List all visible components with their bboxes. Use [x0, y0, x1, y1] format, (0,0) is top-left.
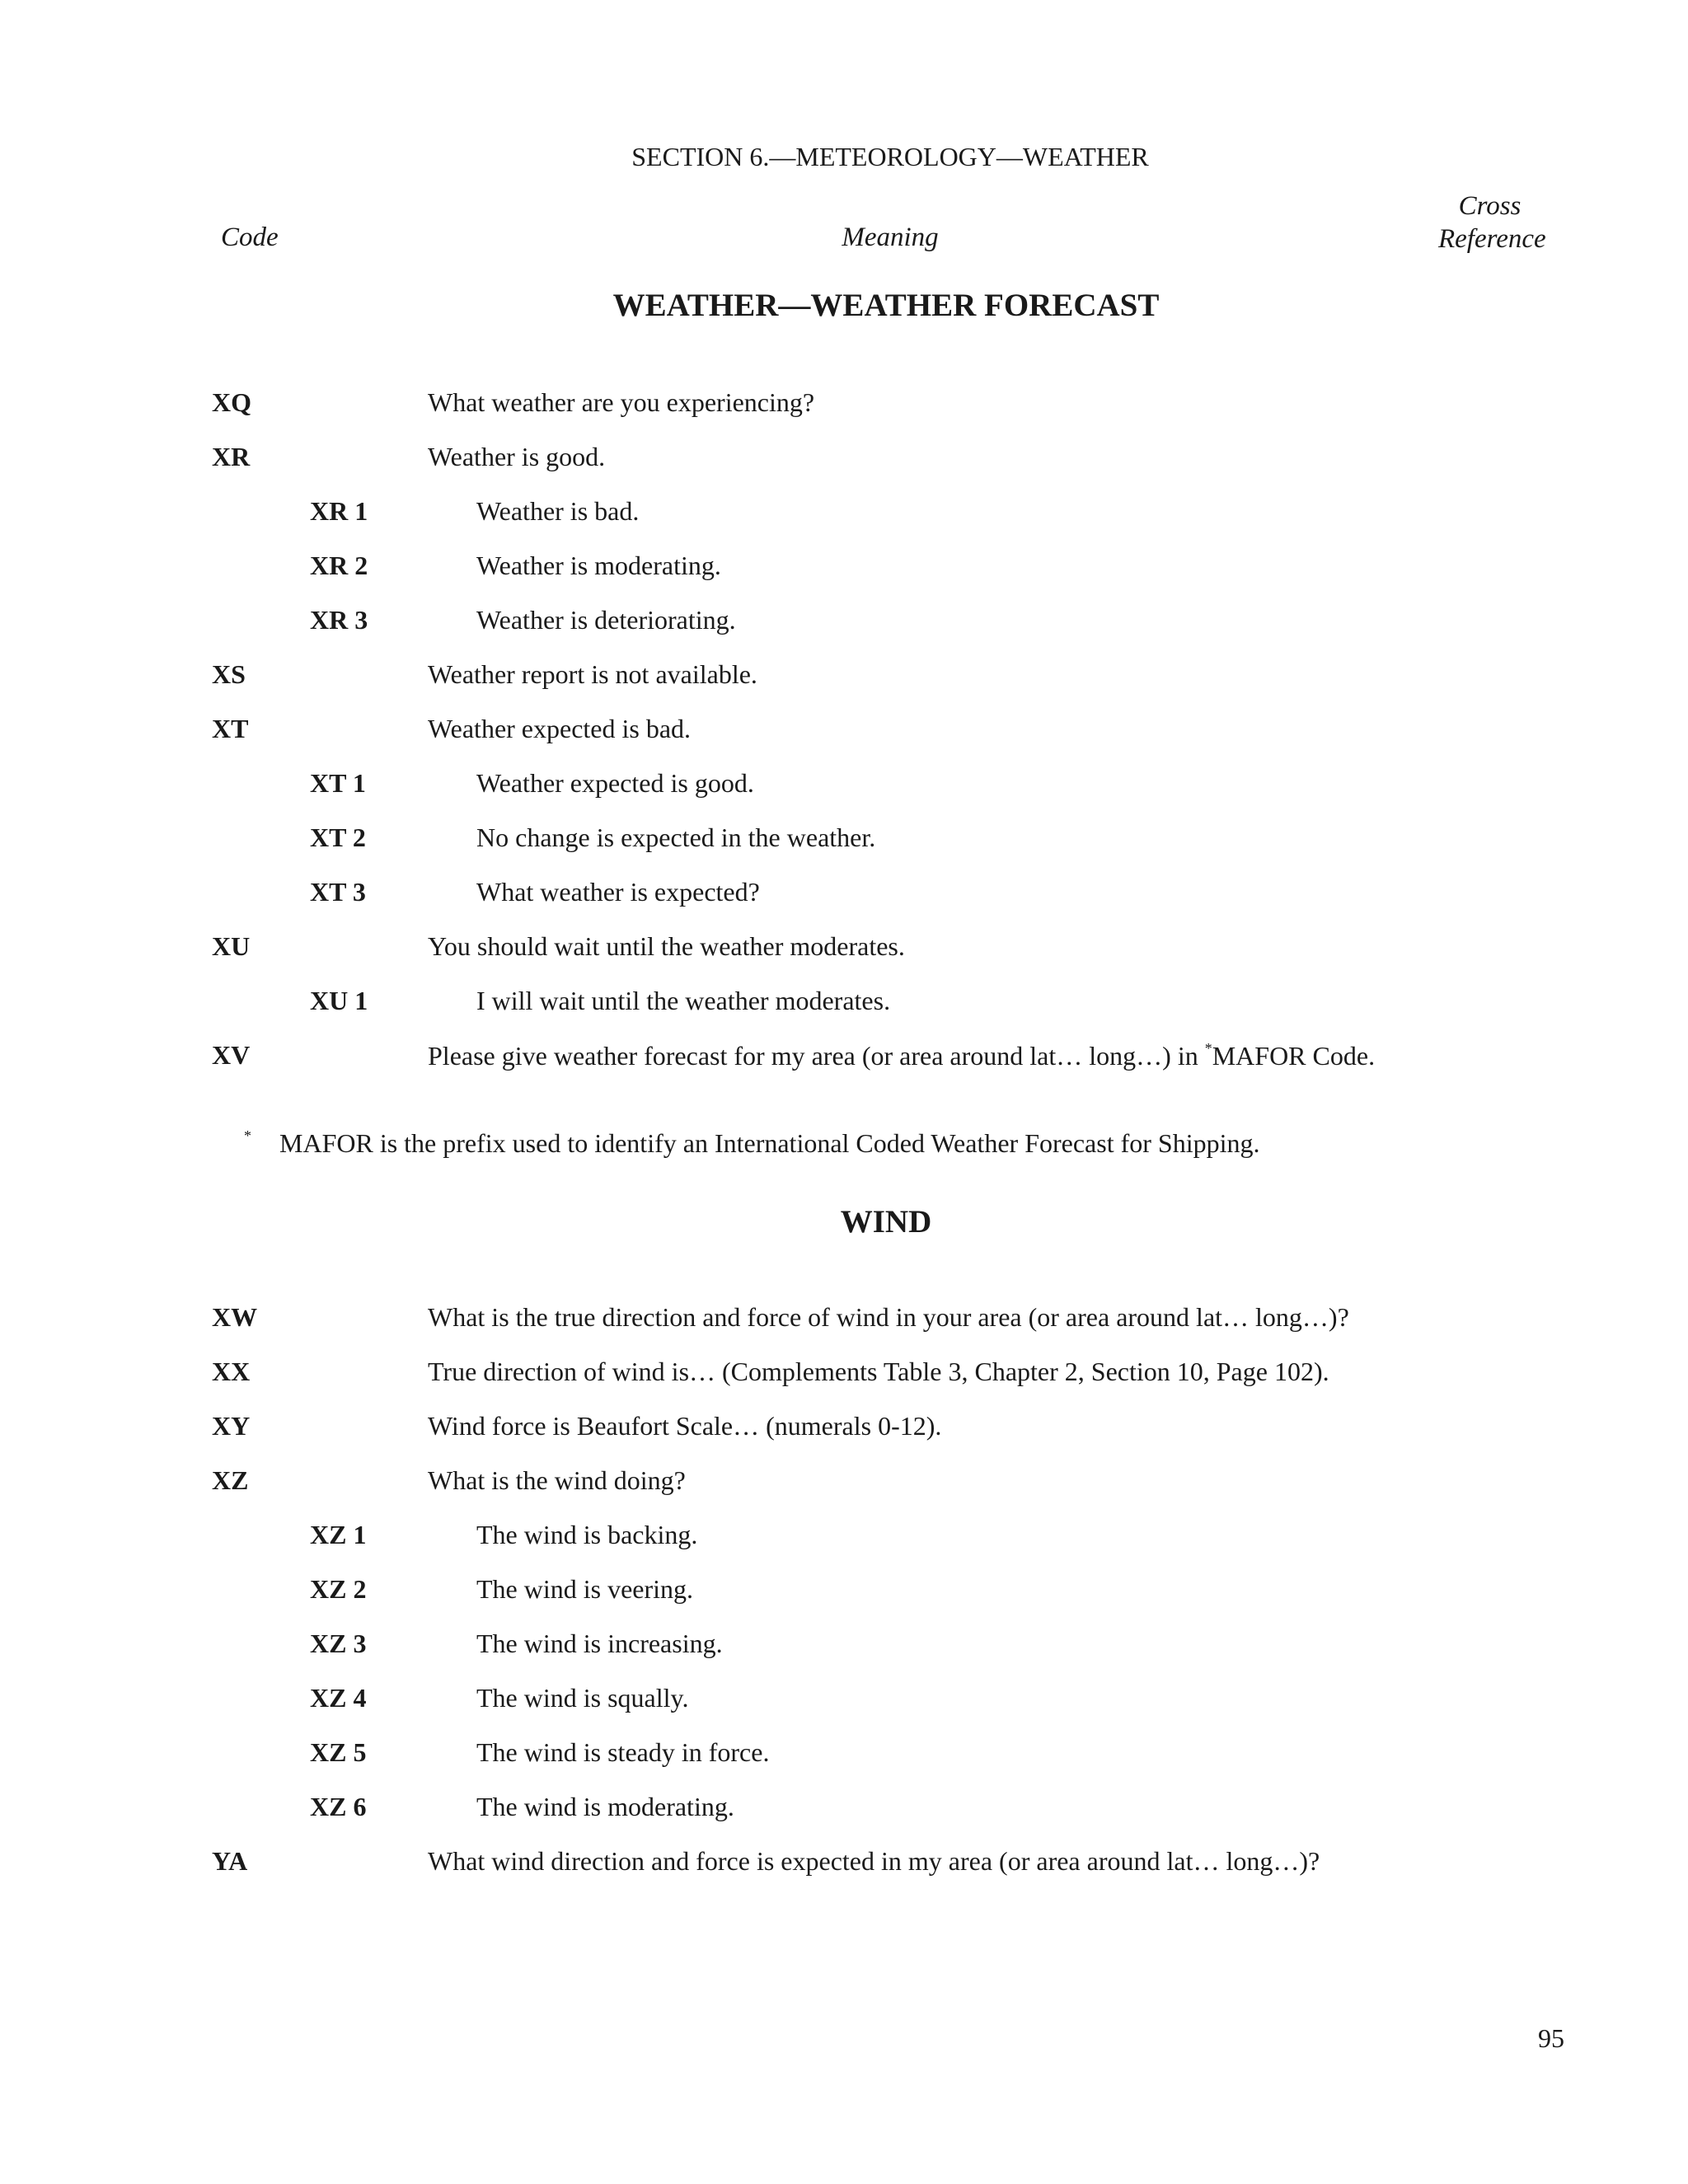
signal-meaning [428, 1040, 1375, 1071]
signal-code: XR 3 [310, 605, 368, 635]
signal-code: XT 1 [310, 768, 366, 798]
footnote-marker: * [244, 1127, 251, 1144]
meaning-text-tail: MAFOR Code. [1212, 1041, 1376, 1071]
signal-meaning: Weather expected is good. [476, 768, 754, 798]
signal-code: XS [212, 659, 246, 689]
signal-meaning: The wind is increasing. [476, 1629, 723, 1658]
signal-code: XZ 2 [310, 1574, 367, 1604]
list-item [0, 768, 1688, 808]
signal-meaning: The wind is steady in force. [476, 1737, 770, 1767]
footnote-marker: * [1204, 1040, 1212, 1057]
signal-code: YA [212, 1846, 248, 1876]
list-item [0, 1846, 1688, 1886]
list-item [0, 1629, 1688, 1668]
list-item [0, 1574, 1688, 1614]
cross-reference-line1: Cross [1458, 191, 1522, 221]
signal-code: XT 2 [310, 823, 366, 852]
signal-meaning: What weather is expected? [476, 877, 760, 907]
signal-meaning: What is the wind doing? [428, 1465, 686, 1495]
signal-code: XU [212, 931, 251, 961]
list-item [0, 1465, 1688, 1505]
signal-meaning: The wind is squally. [476, 1683, 689, 1713]
column-header-cross-reference [1438, 190, 1546, 255]
section-title: SECTION 6.—METEOROLOGY—WEATHER [631, 142, 1149, 171]
signal-code: XZ [212, 1465, 249, 1495]
signal-code: XZ 5 [310, 1737, 367, 1767]
signal-meaning: Weather report is not available. [428, 659, 757, 689]
signal-meaning: No change is expected in the weather. [476, 823, 876, 852]
signal-meaning: The wind is veering. [476, 1574, 694, 1604]
signal-meaning: True direction of wind is… (Complements Table 3, Chapter 2, Section 10, Page 102). [428, 1357, 1329, 1386]
signal-code: XT 3 [310, 877, 366, 907]
list-item [0, 1737, 1688, 1777]
list-item [0, 496, 1688, 536]
signal-code: XR [212, 442, 251, 471]
signal-code: XX [212, 1357, 251, 1386]
signal-meaning: Wind force is Beaufort Scale… (numerals 0-12). [428, 1411, 942, 1441]
list-item [0, 442, 1688, 481]
signal-meaning: What wind direction and force is expected in my area (or area around lat… long…)? [428, 1846, 1320, 1876]
list-item [0, 1520, 1688, 1559]
signal-code: XU 1 [310, 986, 368, 1015]
signal-code: XR 2 [310, 551, 368, 580]
signal-meaning: You should wait until the weather moderates. [428, 931, 905, 961]
signal-meaning: The wind is moderating. [476, 1792, 734, 1821]
signal-code: XZ 3 [310, 1629, 367, 1658]
footnote [244, 1127, 1259, 1159]
list-item [0, 714, 1688, 753]
weather-forecast-heading: WEATHER—WEATHER FORECAST [612, 288, 1160, 323]
signal-code: XQ [212, 387, 251, 417]
signal-code: XR 1 [310, 496, 368, 526]
page-number: 95 [1538, 2023, 1564, 2053]
list-item [0, 605, 1688, 644]
list-item [0, 1792, 1688, 1831]
column-header-meaning: Meaning [842, 223, 939, 252]
list-item [0, 1411, 1688, 1451]
list-item [0, 877, 1688, 916]
signal-meaning: What is the true direction and force of wind in your area (or area around lat… long…)? [428, 1302, 1349, 1332]
list-item [0, 659, 1688, 699]
signal-meaning: Weather expected is bad. [428, 714, 692, 743]
list-item [0, 931, 1688, 971]
footnote-text: MAFOR is the prefix used to identify an International Coded Weather Forecast for Shipping. [279, 1128, 1260, 1158]
list-item [0, 1302, 1688, 1342]
signal-code: XZ 4 [310, 1683, 367, 1713]
signal-meaning: Weather is bad. [476, 496, 640, 526]
list-item [0, 1683, 1688, 1722]
list-item [0, 986, 1688, 1025]
signal-meaning: Weather is deteriorating. [476, 605, 736, 635]
list-item [0, 387, 1688, 427]
signal-code: XY [212, 1411, 251, 1441]
signal-code: XW [212, 1302, 258, 1332]
signal-meaning: Weather is good. [428, 442, 606, 471]
column-header-code: Code [221, 223, 279, 252]
cross-reference-line2: Reference [1438, 224, 1546, 254]
signal-meaning: I will wait until the weather moderates. [476, 986, 891, 1015]
list-item [0, 1040, 1688, 1080]
signal-code: XZ 6 [310, 1792, 367, 1821]
list-item [0, 551, 1688, 590]
meaning-text: Please give weather forecast for my area (or area around lat… long…) in [428, 1041, 1205, 1071]
signal-meaning: Weather is moderating. [476, 551, 721, 580]
signal-code: XV [212, 1040, 251, 1070]
list-item [0, 1357, 1688, 1396]
signal-code: XZ 1 [310, 1520, 367, 1549]
list-item [0, 823, 1688, 862]
signal-meaning: The wind is backing. [476, 1520, 698, 1549]
signal-meaning: What weather are you experiencing? [428, 387, 815, 417]
wind-heading: WIND [840, 1204, 932, 1240]
signal-code: XT [212, 714, 249, 743]
